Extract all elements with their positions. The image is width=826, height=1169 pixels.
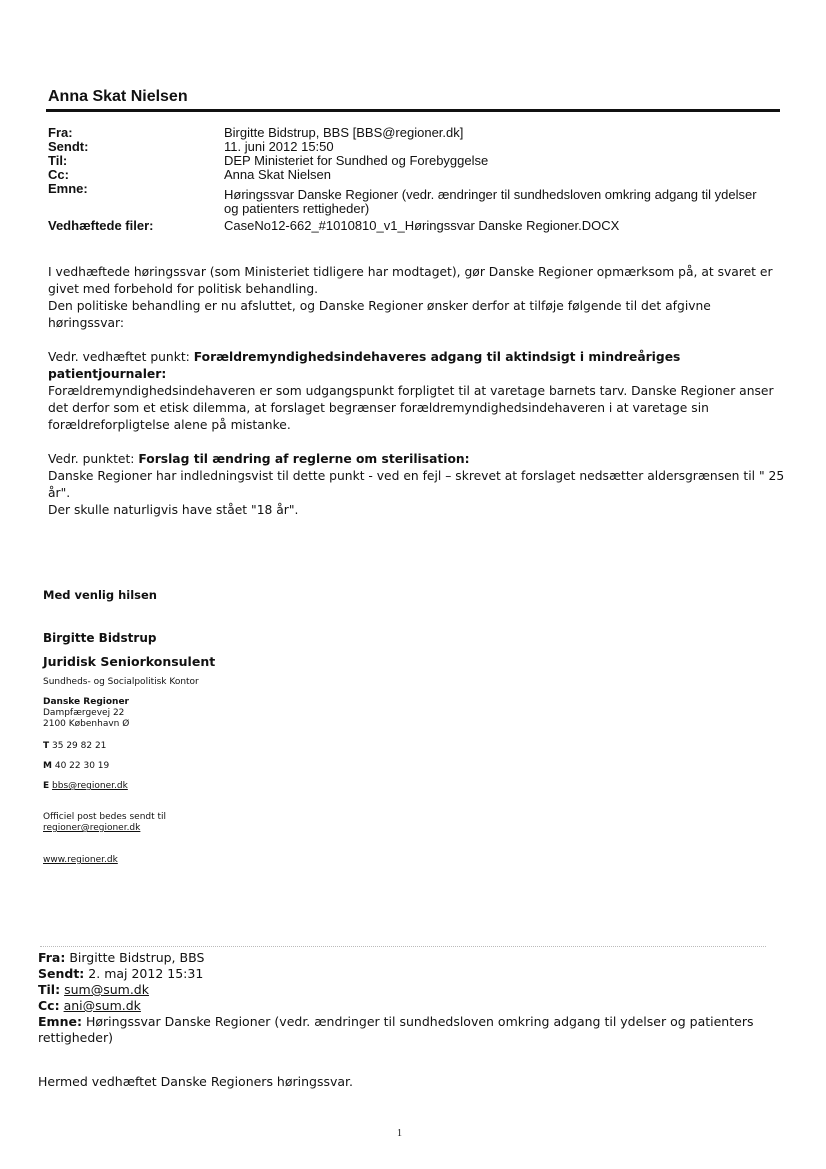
message-body <box>48 264 788 519</box>
from-value: Birgitte Bidstrup, BBS [BBS@regioner.dk] <box>224 125 464 140</box>
phone-number: 35 29 82 21 <box>52 741 107 751</box>
to-label: Til: <box>48 153 68 168</box>
official-email-link[interactable]: regioner@regioner.dk <box>43 823 141 833</box>
email-link[interactable]: bbs@regioner.dk <box>52 781 128 791</box>
subject-label: Emne: <box>48 181 88 196</box>
signature-phone <box>43 741 106 752</box>
point-1-text: Forældremyndighedsindehaveren er som udgangspunkt forpligtet til at varetage barnets tarv. Danske Regioner anser det derfor som et etisk dilemma, at forslaget begrænser forældremyndighedsindehaveren i at varetage sin forældreforpligtelse alene på mistanke. <box>48 384 774 432</box>
signature-name: Birgitte Bidstrup <box>43 631 157 645</box>
to-value: DEP Ministeriet for Sundhed og Forebyggelse <box>224 153 489 168</box>
fwd-to <box>38 982 778 998</box>
subject-value: Høringssvar Danske Regioner (vedr. ændringer til sundhedsloven omkring adgang til ydelser og patienters rettigheder) <box>224 187 757 216</box>
attachment-link[interactable]: CaseNo12-662_#1010810_v1_Høringssvar Danske Regioner.DOCX <box>224 218 620 233</box>
point-2-prefix: Vedr. punktet: <box>48 452 139 466</box>
website-link[interactable]: www.regioner.dk <box>43 855 118 865</box>
signature-email <box>43 781 128 792</box>
point-2 <box>48 451 788 468</box>
email-label: E <box>43 781 50 791</box>
fwd-to-label: Til: <box>38 982 61 997</box>
fwd-subject <box>38 1014 778 1046</box>
fwd-from <box>38 950 778 966</box>
fwd-sent <box>38 966 778 982</box>
intro-paragraph-1: I vedhæftede høringssvar (som Ministeriet tidligere har modtaget), gør Danske Regioner opmærksom på, at svaret er givet med forbehold for politisk behandling. <box>48 265 773 296</box>
sent-label: Sendt: <box>48 139 89 154</box>
phone-label: T <box>43 741 50 751</box>
fwd-subject-value: Høringssvar Danske Regioner (vedr. ændringer til sundhedsloven omkring adgang til ydelser og patienters rettigheder) <box>38 1014 754 1045</box>
point-1 <box>48 349 788 383</box>
greeting: Med venlig hilsen <box>43 588 157 602</box>
attachments-label: Vedhæftede filer: <box>48 218 154 233</box>
signature-department: Sundheds- og Socialpolitisk Kontor <box>43 677 199 687</box>
fwd-cc-label: Cc: <box>38 998 60 1013</box>
fwd-message: Hermed vedhæftet Danske Regioners høringssvar. <box>38 1074 354 1089</box>
mobile-number: 40 22 30 19 <box>54 761 110 771</box>
owner-name: Anna Skat Nielsen <box>48 88 188 105</box>
signature-street: Dampfærgevej 22 <box>43 708 125 718</box>
fwd-subject-label: Emne: <box>38 1014 82 1029</box>
cc-label: Cc: <box>48 167 69 182</box>
fwd-cc <box>38 998 778 1014</box>
mobile-label: M <box>43 761 52 771</box>
point-2-text: Danske Regioner har indledningsvist til dette punkt - ved en fejl – skrevet at forslaget nedsætter aldersgrænsen til " 25 år". <box>48 469 785 500</box>
point-1-prefix: Vedr. vedhæftet punkt: <box>48 350 194 364</box>
intro-paragraph-2: Den politiske behandling er nu afsluttet, og Danske Regioner ønsker derfor at tilføje følgende til det afgivne høringssvar: <box>48 299 711 330</box>
header-divider <box>46 109 780 112</box>
point-1-title: Forældremyndighedsindehaveres adgang til aktindsigt i mindreåriges patientjournaler: <box>48 350 681 381</box>
signature-city: 2100 København Ø <box>43 719 130 729</box>
fwd-sent-value: 2. maj 2012 15:31 <box>88 966 204 981</box>
fwd-cc-link[interactable]: ani@sum.dk <box>63 998 141 1013</box>
fwd-from-value: Birgitte Bidstrup, BBS <box>69 950 205 965</box>
forward-divider <box>40 946 766 947</box>
point-2-title: Forslag til ændring af reglerne om sterilisation: <box>138 452 470 466</box>
signature-org: Danske Regioner <box>43 697 129 707</box>
sent-value: 11. juni 2012 15:50 <box>224 139 334 154</box>
signature-mobile <box>43 761 109 772</box>
signature-title: Juridisk Seniorkonsulent <box>43 654 216 669</box>
fwd-sent-label: Sendt: <box>38 966 85 981</box>
from-label: Fra: <box>48 125 73 140</box>
fwd-from-label: Fra: <box>38 950 66 965</box>
page-number: 1 <box>397 1128 402 1139</box>
fwd-to-link[interactable]: sum@sum.dk <box>64 982 149 997</box>
point-2-correction: Der skulle naturligvis have stået "18 år". <box>48 503 299 517</box>
cc-value: Anna Skat Nielsen <box>224 167 331 182</box>
official-note: Officiel post bedes sendt til <box>43 812 167 822</box>
